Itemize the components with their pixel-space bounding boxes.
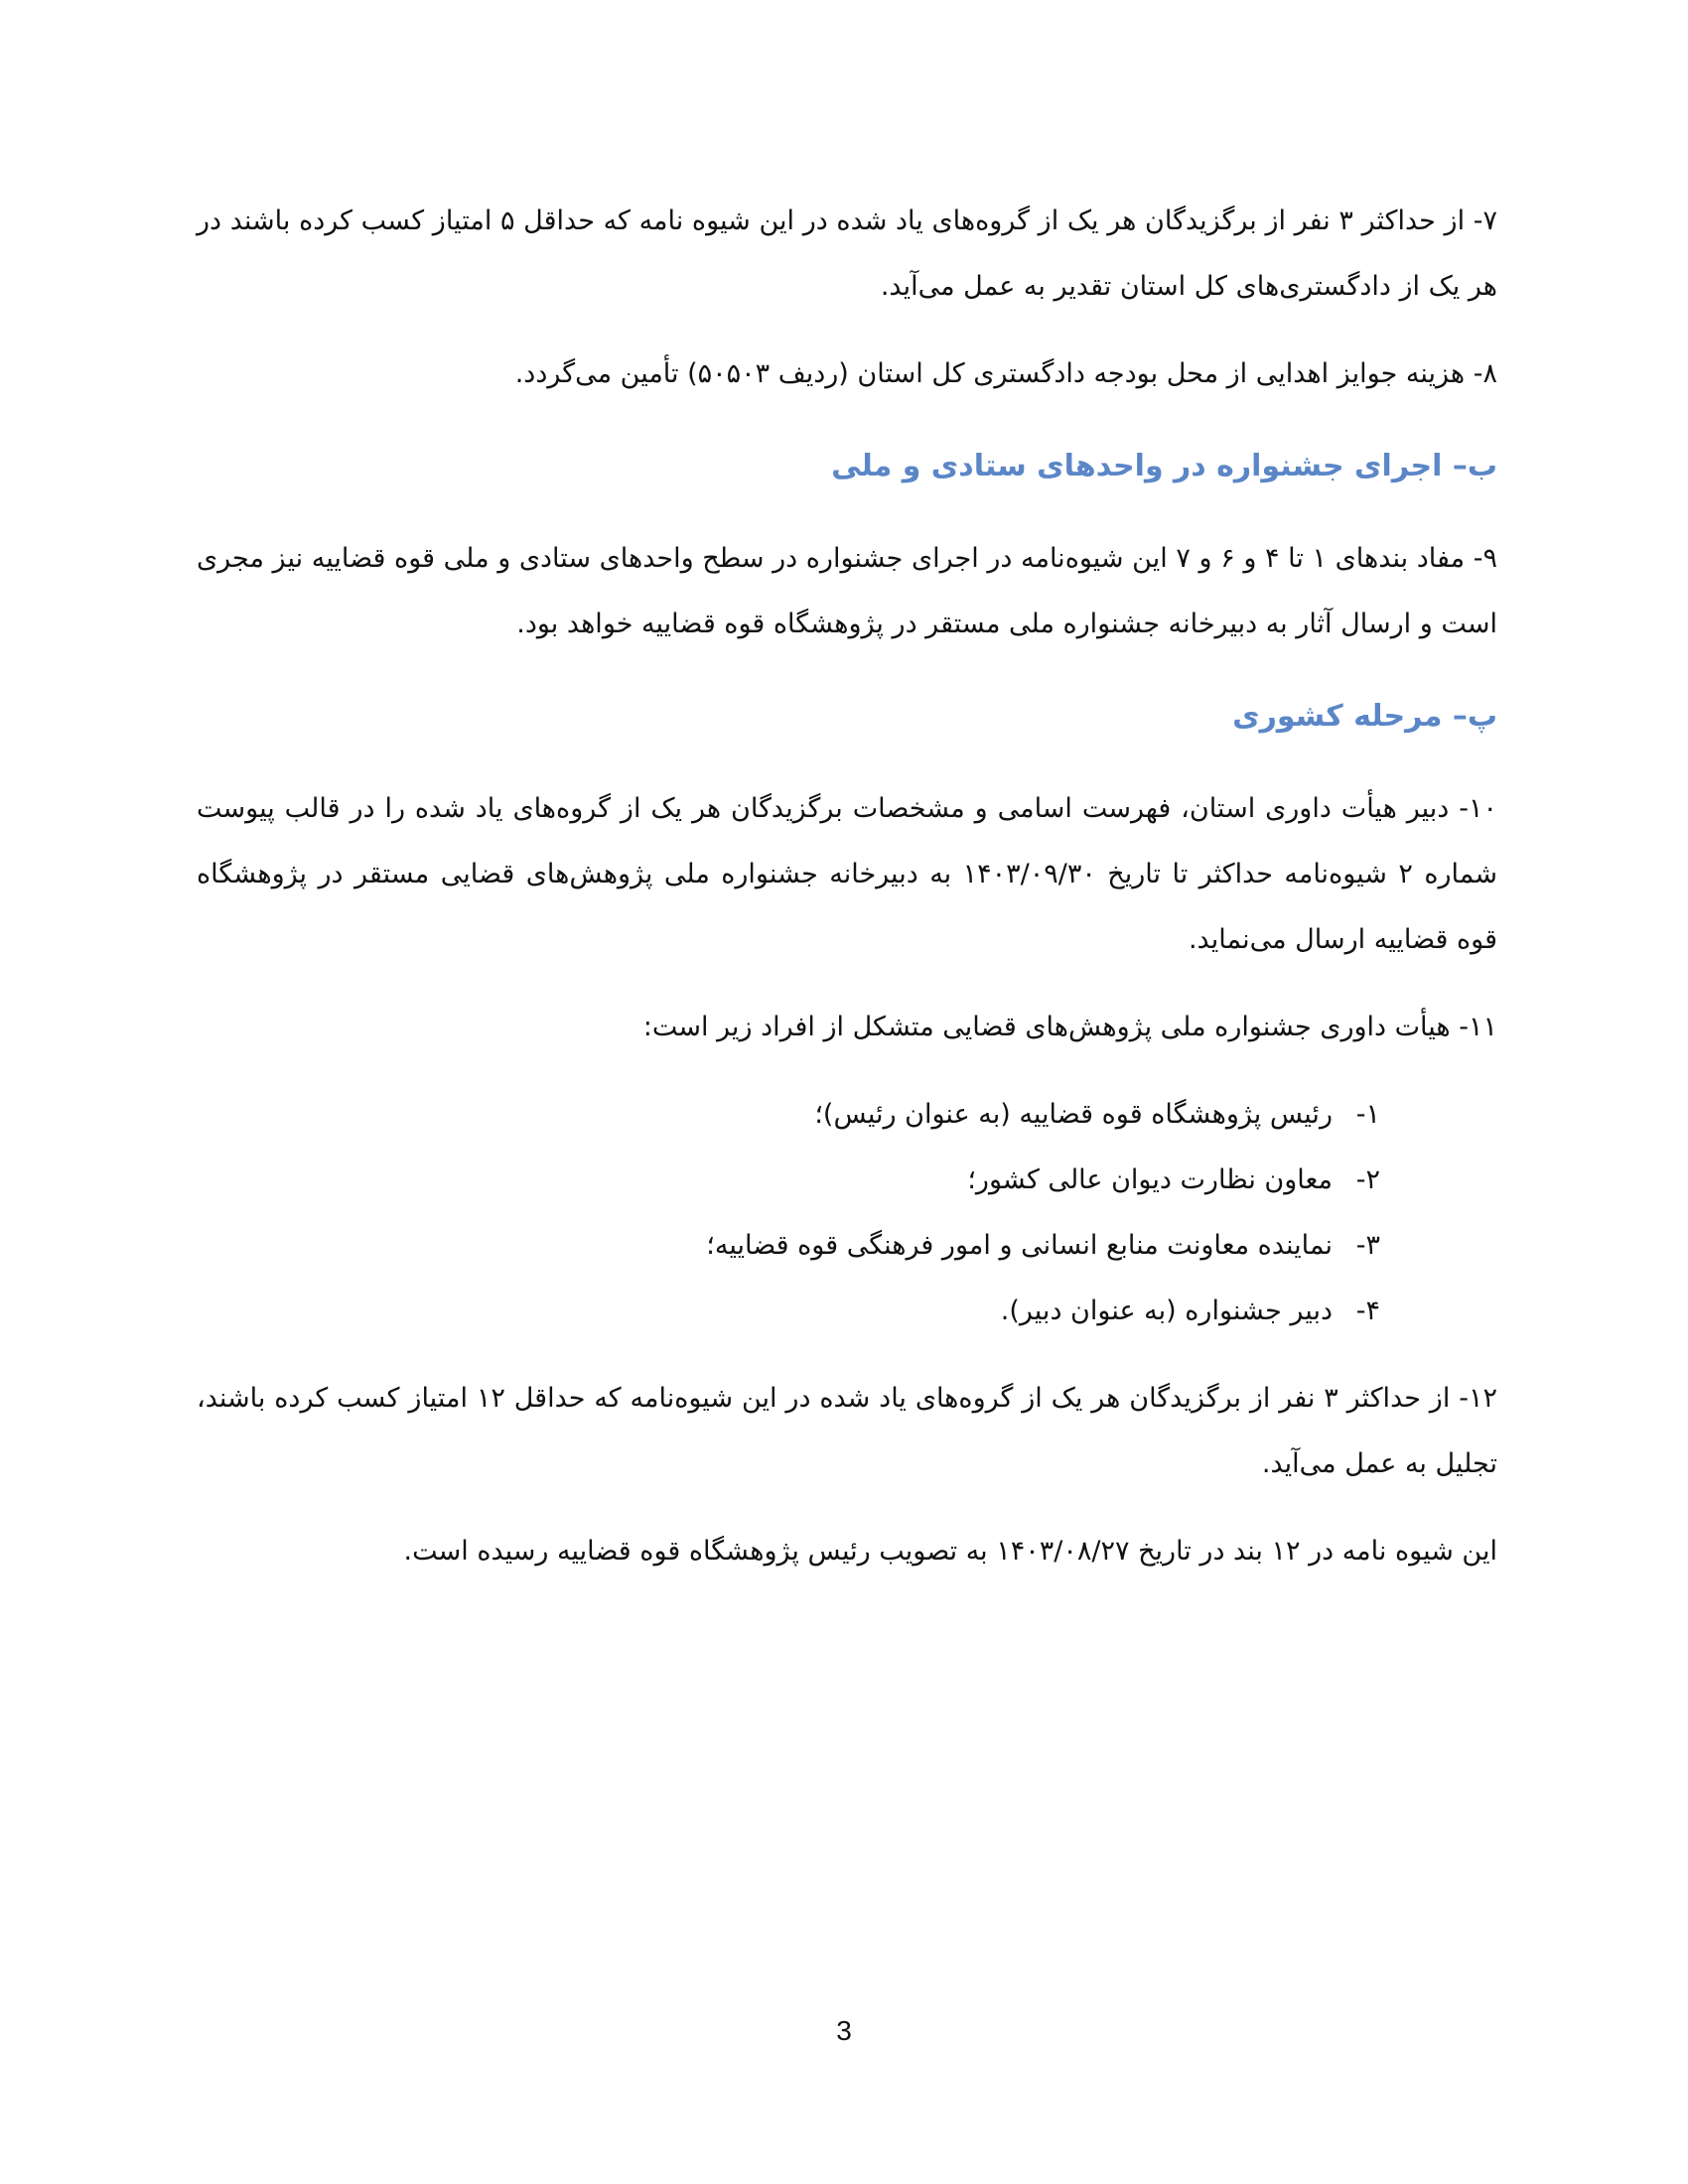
list-item [197,1279,1380,1344]
board-members-list [197,1082,1497,1344]
list-item-text: رئیس پژوهشگاه قوه قضاییه (به عنوان رئیس)؛ [814,1099,1333,1130]
paragraph-12: ۱۲- از حداکثر ۳ نفر از برگزیدگان هر یک از گروه‌های یاد شده در این شیوه‌نامه که حداقل ۱۲ امتیاز کسب کرده باشند، تجلیل به عمل می‌آید. [197,1383,1497,1479]
paragraph-9: ۹- مفاد بندهای ۱ تا ۴ و ۶ و ۷ این شیوه‌نامه در اجرای جشنواره در سطح واحدهای ستادی و ملی قوه قضاییه نیز مجری است و ارسال آثار به دبیرخانه جشنواره ملی مستقر در پژوهشگاه قوه قضاییه خواهد بود. [197,543,1497,639]
section-heading-p: پ– مرحله کشوری [1232,699,1497,734]
list-item-number: ۱- [1355,1099,1380,1130]
section-heading-b: ب– اجرای جشنواره در واحدهای ستادی و ملی [831,449,1497,483]
list-item-number: ۴- [1355,1296,1380,1326]
list-item-number: ۲- [1355,1164,1380,1195]
paragraph-7: ۷- از حداکثر ۳ نفر از برگزیدگان هر یک از گروه‌های یاد شده در این شیوه نامه که حداقل ۵ امتیاز کسب کرده باشند در هر یک از دادگستری‌های کل استان تقدیر به عمل می‌آید. [197,205,1498,302]
paragraph-11: ۱۱- هیأت داوری جشنواره ملی پژوهش‌های قضایی متشکل از افراد زیر است: [642,1012,1497,1042]
paragraph-10: ۱۰- دبیر هیأت داوری استان، فهرست اسامی و مشخصات برگزیدگان هر یک از گروه‌های یاد شده را در قالب پیوست شماره ۲ شیوه‌نامه حداکثر تا تاریخ ۱۴۰۳/۰۹/۳۰ به دبیرخانه جشنواره ملی پژوهش‌های قضایی مستقر در پژوهشگاه قوه قضاییه ارسال می‌نماید. [197,793,1497,955]
paragraph-8: ۸- هزینه جوایز اهدایی از محل بودجه دادگستری کل استان (ردیف ۵۰۵۰۳) تأمین می‌گردد. [514,358,1497,389]
list-item-text: نماینده معاونت منابع انسانی و امور فرهنگی قوه قضاییه؛ [706,1230,1333,1261]
list-item-number: ۳- [1355,1230,1380,1261]
list-item [197,1082,1380,1148]
list-item-text: معاون نظارت دیوان عالی کشور؛ [967,1164,1333,1195]
document-body [197,189,1497,1584]
list-item [197,1148,1380,1213]
page-number: 3 [836,2015,852,2046]
list-item [197,1213,1380,1279]
closing-statement: این شیوه نامه در ۱۲ بند در تاریخ ۱۴۰۳/۰۸/۲۷ به تصویب رئیس پژوهشگاه قوه قضاییه رسیده است. [403,1536,1497,1567]
list-item-text: دبیر جشنواره (به عنوان دبیر). [1000,1296,1333,1326]
